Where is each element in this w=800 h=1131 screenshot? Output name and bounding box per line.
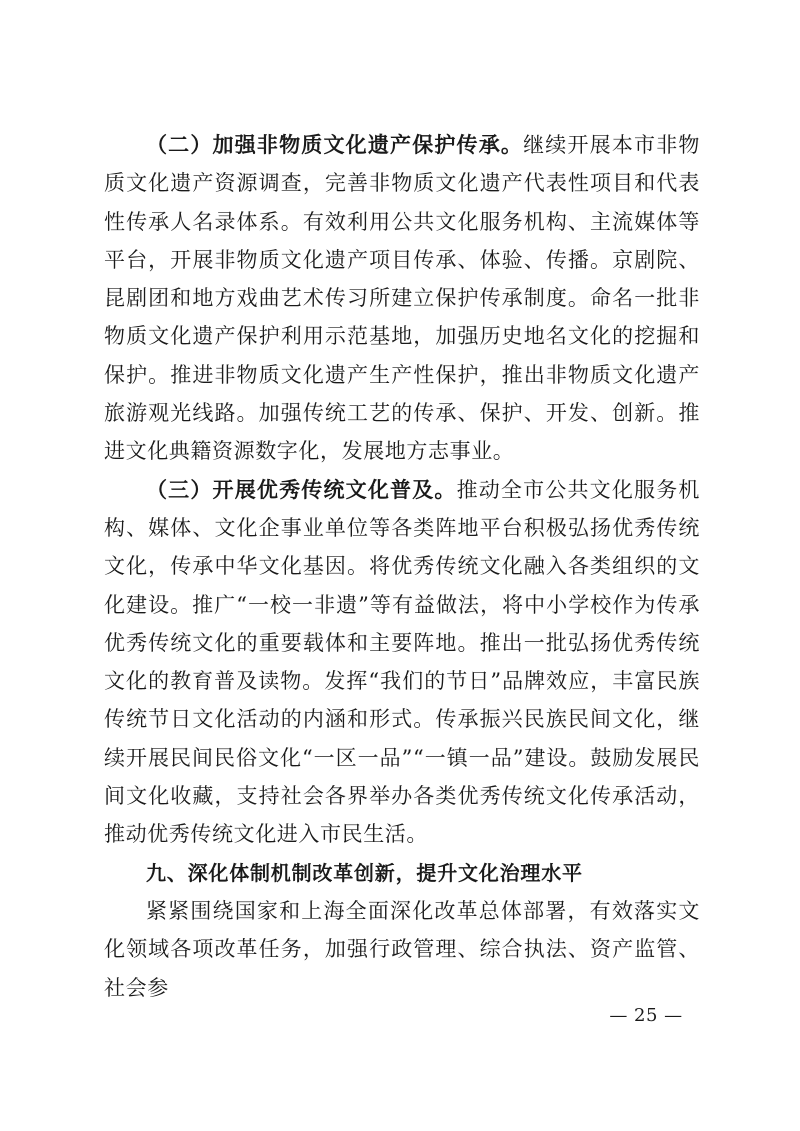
paragraph-traditional-culture [104,471,700,854]
paragraph-lead: （二）加强非物质文化遗产保护传承。 [146,133,524,157]
paragraph-intangible-heritage [104,126,700,471]
page-number: — 25 — [609,1005,683,1026]
document-body [104,126,700,1007]
paragraph-body: 继续开展本市非物质文化遗产资源调查，完善非物质文化遗产代表性项目和代表性传承人名录体系。有效利用公共文化服务机构、主流媒体等平台，开展非物质文化遗产项目传承、体验、传播。京剧院、昆剧团和地方戏曲艺术传习所建立保护传承制度。命名一批非物质文化遗产保护利用示范基地，加强历史地名文化的挖掘和保护。推进非物质文化遗产生产性保护，推出非物质文化遗产旅游观光线路。加强传统工艺的传承、保护、开发、创新。推进文化典籍资源数字化，发展地方志事业。 [104,133,700,464]
paragraph-body: 推动全市公共文化服务机构、媒体、文化企事业单位等各类阵地平台积极弘扬优秀传统文化，传承中华文化基因。将优秀传统文化融入各类组织的文化建设。推广“一校一非遗”等有益做法，将中小学校作为传承优秀传统文化的重要载体和主要阵地。推出一批弘扬优秀传统文化的教育普及读物。发挥“我们的节日”品牌效应，丰富民族传统节日文化活动的内涵和形式。传承振兴民族民间文化，继续开展民间民俗文化“一区一品”“一镇一品”建设。鼓励发展民间文化收藏，支持社会各界举办各类优秀传统文化传承活动，推动优秀传统文化进入市民生活。 [104,477,700,847]
section-heading: 九、深化体制机制改革创新，提升文化治理水平 [146,860,583,885]
paragraph-lead: （三）开展优秀传统文化普及。 [146,477,457,502]
paragraph-reform: 紧紧围绕国家和上海全面深化改革总体部署，有效落实文化领域各项改革任务，加强行政管理、综合执法、资产监管、社会参 [104,898,700,1000]
